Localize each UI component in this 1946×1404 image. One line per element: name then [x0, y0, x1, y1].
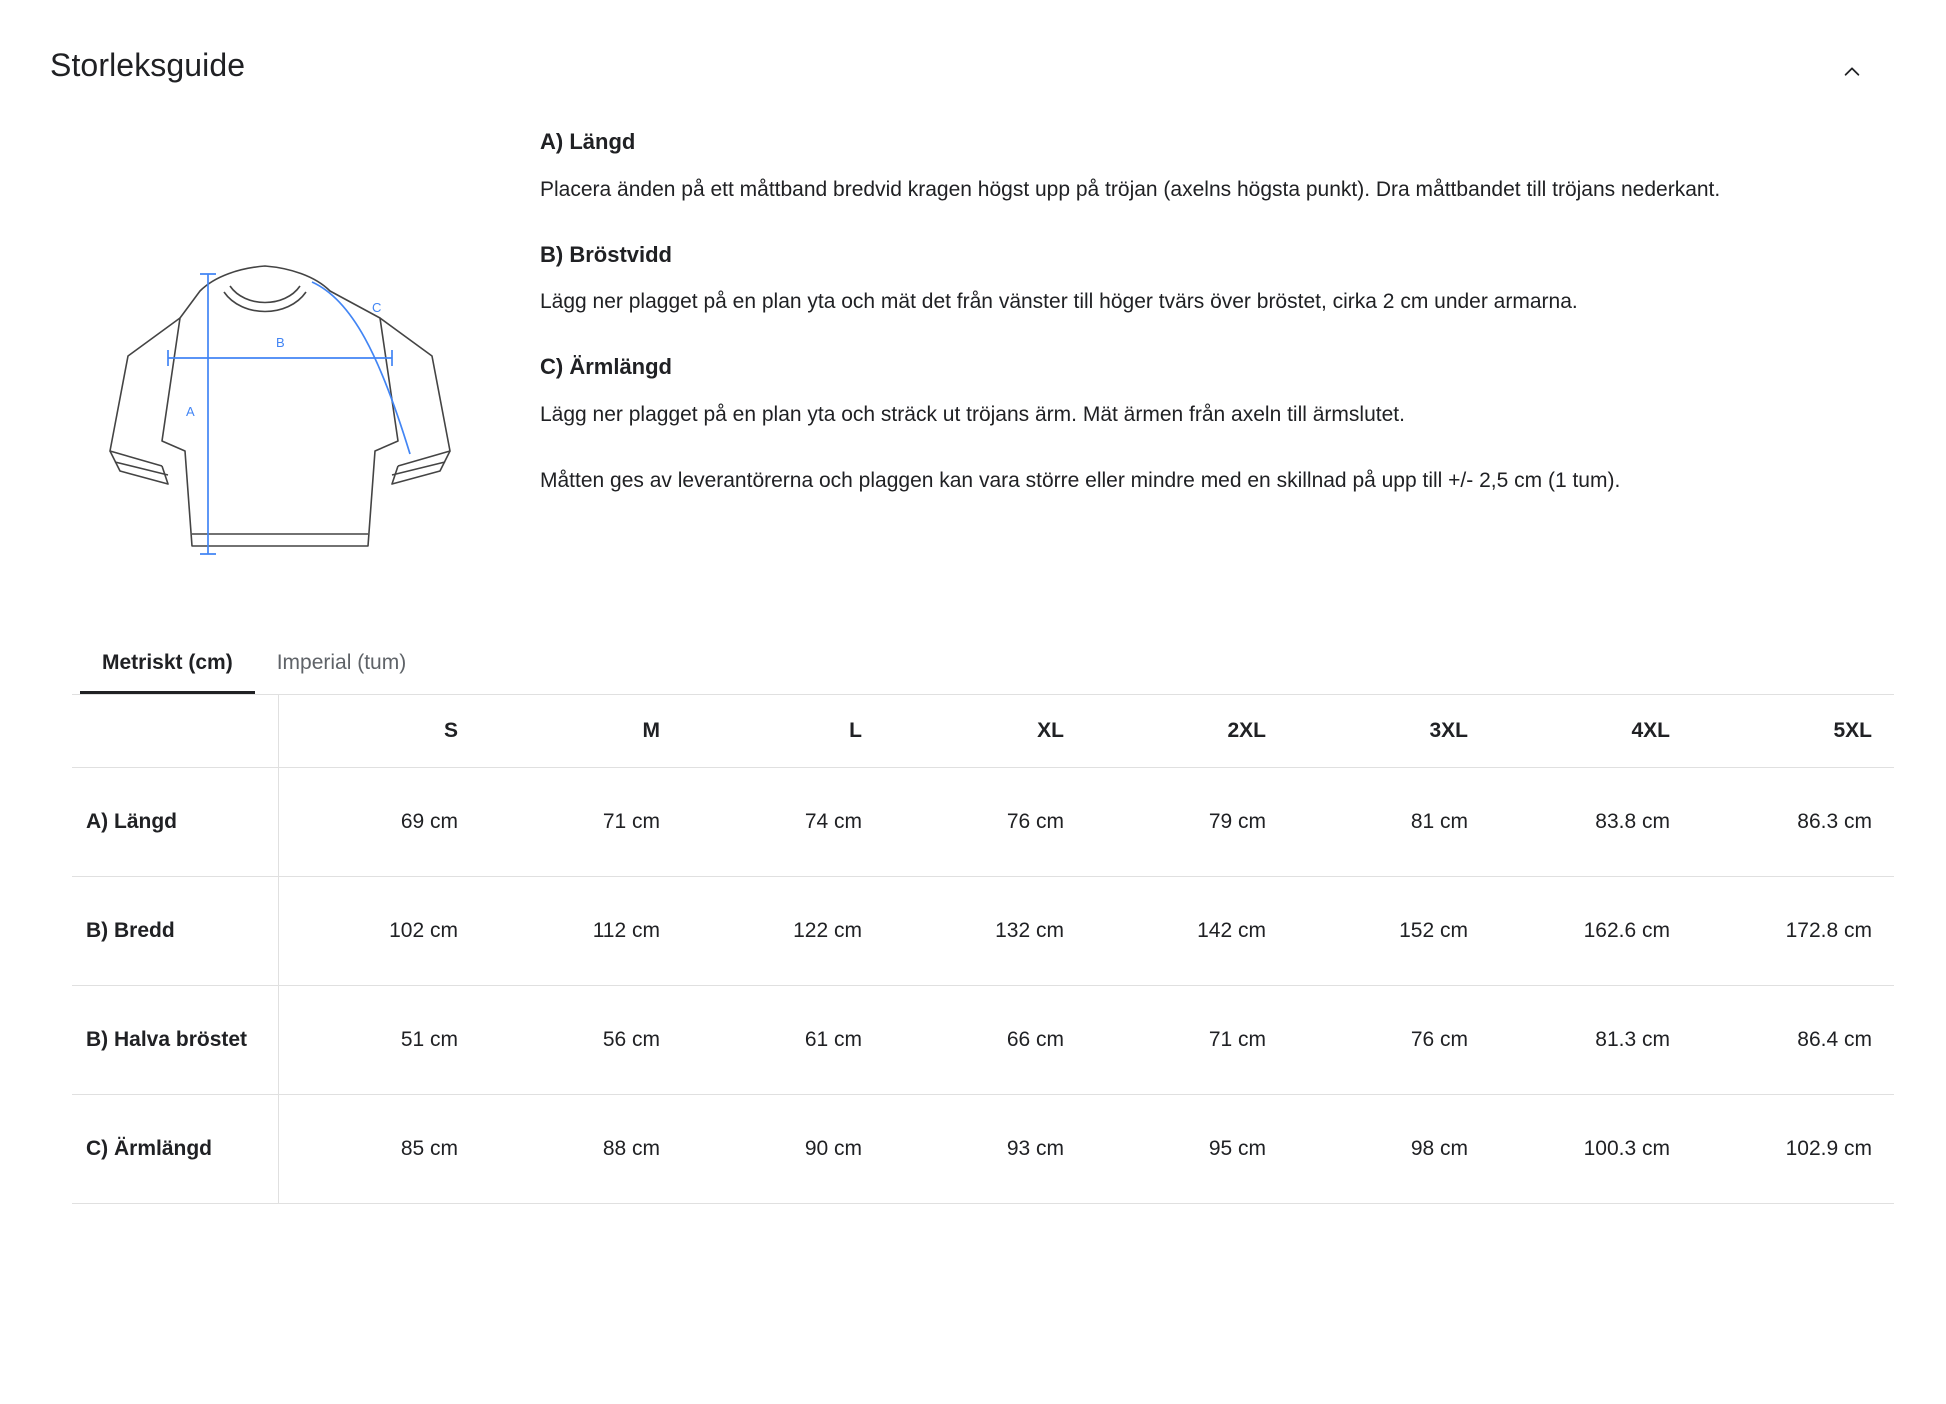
tab-metric[interactable]: Metriskt (cm) [80, 641, 255, 694]
cell-length-3xl: 81 cm [1288, 768, 1490, 877]
row-label-length: A) Längd [72, 768, 278, 877]
cell-sleeve-4xl: 100.3 cm [1490, 1095, 1692, 1204]
section-b-body: Lägg ner plagget på en plan yta och mät det från vänster till höger tvärs över bröstet, cirka 2 cm under armarna. [540, 290, 1578, 314]
cell-half-chest-m: 56 cm [480, 986, 682, 1095]
cell-width-xl: 132 cm [884, 877, 1086, 986]
table-corner-cell [72, 695, 278, 768]
cell-sleeve-xl: 93 cm [884, 1095, 1086, 1204]
size-table-wrapper [72, 694, 1894, 1204]
cell-half-chest-l: 61 cm [682, 986, 884, 1095]
cell-half-chest-5xl: 86.4 cm [1692, 986, 1894, 1095]
table-col-head-5xl: 5XL [1692, 695, 1894, 768]
table-row [72, 877, 1894, 986]
table-col-head-l: L [682, 695, 884, 768]
row-label-width: B) Bredd [72, 877, 278, 986]
figure-label-b: B [276, 335, 285, 350]
table-header-row [72, 695, 1894, 768]
cell-length-4xl: 83.8 cm [1490, 768, 1692, 877]
cell-width-4xl: 162.6 cm [1490, 877, 1692, 986]
table-col-head-xl: XL [884, 695, 1086, 768]
cell-width-l: 122 cm [682, 877, 884, 986]
row-label-half-chest: B) Halva bröstet [72, 986, 278, 1095]
tab-imperial[interactable]: Imperial (tum) [276, 651, 407, 674]
figure-label-c: C [372, 300, 382, 315]
section-c-body: Lägg ner plagget på en plan yta och sträck ut tröjans ärm. Mät ärmen från axeln till ärmslutet. [540, 402, 1405, 426]
cell-sleeve-s: 85 cm [278, 1095, 480, 1204]
table-col-head-s: S [278, 695, 480, 768]
cell-half-chest-3xl: 76 cm [1288, 986, 1490, 1095]
page-title: Storleksguide [50, 47, 246, 83]
figure-label-a: A [186, 404, 195, 419]
cell-length-xl: 76 cm [884, 768, 1086, 877]
garment-figure [40, 128, 540, 581]
table-col-head-4xl: 4XL [1490, 695, 1692, 768]
cell-half-chest-4xl: 81.3 cm [1490, 986, 1692, 1095]
unit-tabs [80, 641, 1906, 694]
table-row [72, 1095, 1894, 1204]
cell-half-chest-s: 51 cm [278, 986, 480, 1095]
cell-sleeve-m: 88 cm [480, 1095, 682, 1204]
size-guide-header [40, 0, 1906, 94]
cell-length-5xl: 86.3 cm [1692, 768, 1894, 877]
table-row [72, 986, 1894, 1095]
section-a-heading: A) Längd [540, 129, 636, 154]
cell-width-5xl: 172.8 cm [1692, 877, 1894, 986]
cell-width-2xl: 142 cm [1086, 877, 1288, 986]
cell-width-m: 112 cm [480, 877, 682, 986]
measure-instructions [540, 128, 1906, 498]
table-col-head-2xl: 2XL [1086, 695, 1288, 768]
row-label-sleeve: C) Ärmlängd [72, 1095, 278, 1204]
cell-width-3xl: 152 cm [1288, 877, 1490, 986]
cell-sleeve-l: 90 cm [682, 1095, 884, 1204]
cell-sleeve-2xl: 95 cm [1086, 1095, 1288, 1204]
cell-half-chest-2xl: 71 cm [1086, 986, 1288, 1095]
cell-length-m: 71 cm [480, 768, 682, 877]
table-col-head-m: M [480, 695, 682, 768]
cell-sleeve-3xl: 98 cm [1288, 1095, 1490, 1204]
cell-length-s: 69 cm [278, 768, 480, 877]
section-a-body: Placera änden på ett måttband bredvid kragen högst upp på tröjan (axelns högsta punkt). Dra måttbandet till tröjans nederkant. [540, 177, 1721, 201]
table-col-head-3xl: 3XL [1288, 695, 1490, 768]
collapse-toggle-button[interactable] [1830, 50, 1874, 94]
cell-sleeve-5xl: 102.9 cm [1692, 1095, 1894, 1204]
size-guide-content [40, 94, 1906, 581]
sweatshirt-measure-diagram-icon [80, 246, 480, 576]
tolerance-note: Måtten ges av leverantörerna och plaggen kan vara större eller mindre med en skillnad på upp till +/- 2,5 cm (1 tum). [540, 468, 1621, 492]
table-row [72, 768, 1894, 877]
cell-half-chest-xl: 66 cm [884, 986, 1086, 1095]
cell-length-2xl: 79 cm [1086, 768, 1288, 877]
size-table [72, 695, 1894, 1204]
section-c-heading: C) Ärmlängd [540, 354, 672, 380]
chevron-up-icon [1841, 61, 1863, 83]
cell-length-l: 74 cm [682, 768, 884, 877]
section-b-heading: B) Bröstvidd [540, 241, 672, 267]
cell-width-s: 102 cm [278, 877, 480, 986]
